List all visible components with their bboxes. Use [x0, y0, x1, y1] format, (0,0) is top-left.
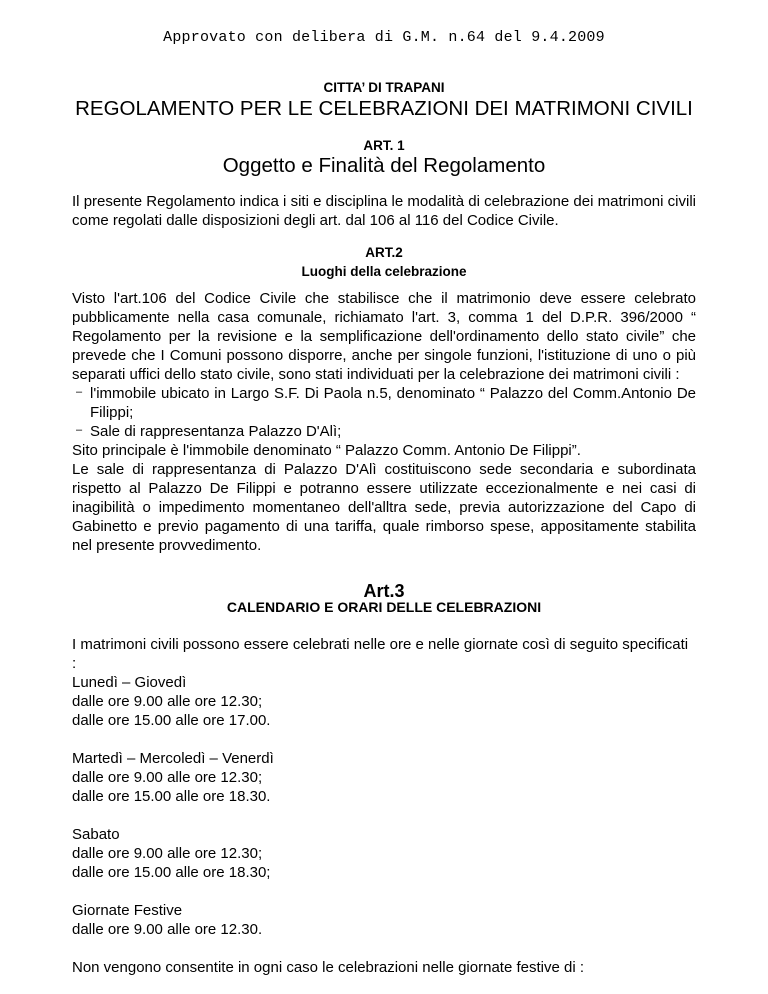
art2-secondary: Le sale di rappresentanza di Palazzo D'Alì costituiscono sede secondaria e subordinata rispetto al Palazzo De Filippi e potranno essere utilizzate eccezionalmente e nei casi di inagibilità o impedimento momentaneo dell'alltra sede, previa autorizzazione del Capo di Gabinetto e previo pagamento di una tariffa, quale rimborso spese, appositamente stabilita nel presente provvedimento. — [72, 461, 696, 554]
art2-title: Luoghi della celebrazione — [301, 264, 467, 279]
list-item: – Sale di rappresentanza Palazzo D'Alì; — [76, 423, 342, 440]
schedule-slot: dalle ore 9.00 alle ore 12.30; — [72, 769, 263, 786]
schedule-group-holidays — [72, 901, 696, 939]
schedule-days: Sabato — [72, 826, 120, 843]
schedule-group-weekday — [72, 673, 696, 730]
art2-body — [72, 289, 696, 555]
art3-body — [72, 635, 696, 977]
schedule-slot: dalle ore 9.00 alle ore 12.30. — [72, 921, 263, 938]
dash-bullet-icon: – — [76, 424, 83, 436]
schedule-days: Lunedì – Giovedì — [72, 674, 187, 691]
art2-intro: Visto l'art.106 del Codice Civile che stabilisce che il matrimonio deve essere celebrato pubblicamente nella casa comunale, richiamato l'art. 3, comma 1 del D.P.R. 396/2000 “ Regolamento per la revisione e la semplificazione dell'ordinamento dello stato civile” che prevede che I Comuni possono disporre, anche per singole funzioni, l'istituzione di uno o più separati uffici dello stato civile, sono stati individuati per la celebrazione dei matrimoni civili : — [72, 290, 696, 383]
schedule-slot: dalle ore 15.00 alle ore 17.00. — [72, 712, 271, 729]
schedule-slot: dalle ore 9.00 alle ore 12.30; — [72, 693, 263, 710]
schedule-slot: dalle ore 15.00 alle ore 18.30; — [72, 864, 271, 881]
schedule-slot: dalle ore 9.00 alle ore 12.30; — [72, 845, 263, 862]
art3-label: Art.3 — [363, 581, 405, 601]
schedule-days: Martedì – Mercoledì – Venerdì — [72, 750, 274, 767]
art3-intro: I matrimoni civili possono essere celebrati nelle ore e nelle giornate così di seguito specificati : — [72, 636, 689, 672]
approval-note: Approvato con delibera di G.M. n.64 del 9.4.2009 — [163, 29, 605, 46]
venue-list — [72, 384, 696, 441]
city-heading: CITTA’ DI TRAPANI — [323, 80, 445, 95]
art1-title: Oggetto e Finalità del Regolamento — [222, 154, 546, 177]
schedule-slot: dalle ore 15.00 alle ore 18.30. — [72, 788, 271, 805]
dash-bullet-icon: – — [76, 386, 83, 398]
art2-label: ART.2 — [365, 245, 403, 260]
art2-principal: Sito principale è l'immobile denominato “ Palazzo Comm. Antonio De Filippi”. — [72, 442, 581, 459]
art1-text: Il presente Regolamento indica i siti e disciplina le modalità di celebrazione dei matrimoni civili come regolati dalle disposizioni degli art. dal 106 al 116 del Codice Civile. — [72, 193, 696, 229]
art1-label: ART. 1 — [363, 138, 405, 153]
list-item: – l'immobile ubicato in Largo S.F. Di Paola n.5, denominato “ Palazzo del Comm.Antonio De Filippi; — [76, 385, 696, 421]
schedule-days: Giornate Festive — [72, 902, 183, 919]
art3-title: CALENDARIO E ORARI DELLE CELEBRAZIONI — [226, 599, 542, 615]
art3-closing: Non vengono consentite in ogni caso le celebrazioni nelle giornate festive di : — [72, 959, 584, 976]
schedule-group-saturday — [72, 825, 696, 882]
schedule-group-midweek — [72, 749, 696, 806]
document-title: REGOLAMENTO PER LE CELEBRAZIONI DEI MATRIMONI CIVILI — [75, 97, 693, 120]
art2-heading — [72, 243, 696, 281]
